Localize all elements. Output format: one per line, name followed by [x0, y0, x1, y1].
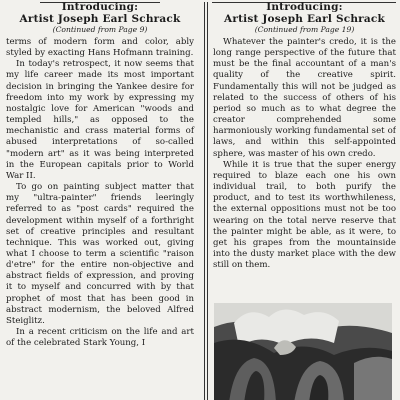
- column-divider-right: [207, 2, 208, 400]
- left-column: [6, 0, 200, 400]
- right-heading-title: Introducing:: [266, 1, 343, 13]
- painting-photo-graphic: [214, 303, 392, 400]
- right-heading-name: Artist Joseph Earl Schrack: [224, 13, 385, 25]
- left-paragraph-1: terms of modern form and color, ably styled by exacting Hans Hofmann training.: [6, 37, 194, 59]
- left-paragraph-3: To go on painting subject matter that my "ultra-painter" friends leeringly referred to as "post cards" required the development within myself of a forthright set of creative principles and resultant technique. This was worked out, giving what I choose to term a scientific "raison d'etre" for the entire non-objective and abstract fields of expression, and proving it to myself and concurred with by that prophet of most that has been good in abstract modernism, the beloved Alfred Steiglitz.: [6, 182, 194, 326]
- right-paragraph-1: Whatever the painter's credo, it is the long range perspective of the future that must be the final accountant of a man's quality of the creative spirit. Fundamentally this will not be judged as related to the success of others of his period so much as to what degree the creator comprehended some harmoniously working fundamental set of laws, and within this self-appointed sphere, was master of his own credo.: [213, 37, 396, 159]
- right-paragraph-2: While it is true that the super energy required to blaze each one his own individual trail, to both purify the product, and to test its worthwhileness, the external oppositions must not be too wearing on the total nerve reserve that the painter might be able, as it were, to get his grapes from the mountainside into the dusty market place with the dew still on them.: [213, 159, 396, 271]
- painting-photo: [214, 303, 392, 400]
- left-heading-name: Artist Joseph Earl Schrack: [19, 13, 181, 25]
- left-paragraph-2: In today's retrospect, it now seems that my life career made its most important decision in bringing the Yankee desire for freedom into my work by expressing my nostalgic love for American "woods and templed hills," as opposed to the mechanistic and crass material forms of abused interpretations of so-called "modern art" as it was being interpreted in the European capitals prior to World War II.: [6, 59, 194, 181]
- column-divider-left: [204, 2, 205, 400]
- right-column: [210, 0, 396, 400]
- left-heading-title: Introducing:: [61, 1, 139, 13]
- left-continued-note: (Continued from Page 9): [52, 25, 148, 34]
- right-continued-note: (Continued from Page 19): [254, 25, 355, 34]
- left-paragraph-4: In a recent criticism on the life and art of the celebrated Stark Young, I: [6, 327, 194, 349]
